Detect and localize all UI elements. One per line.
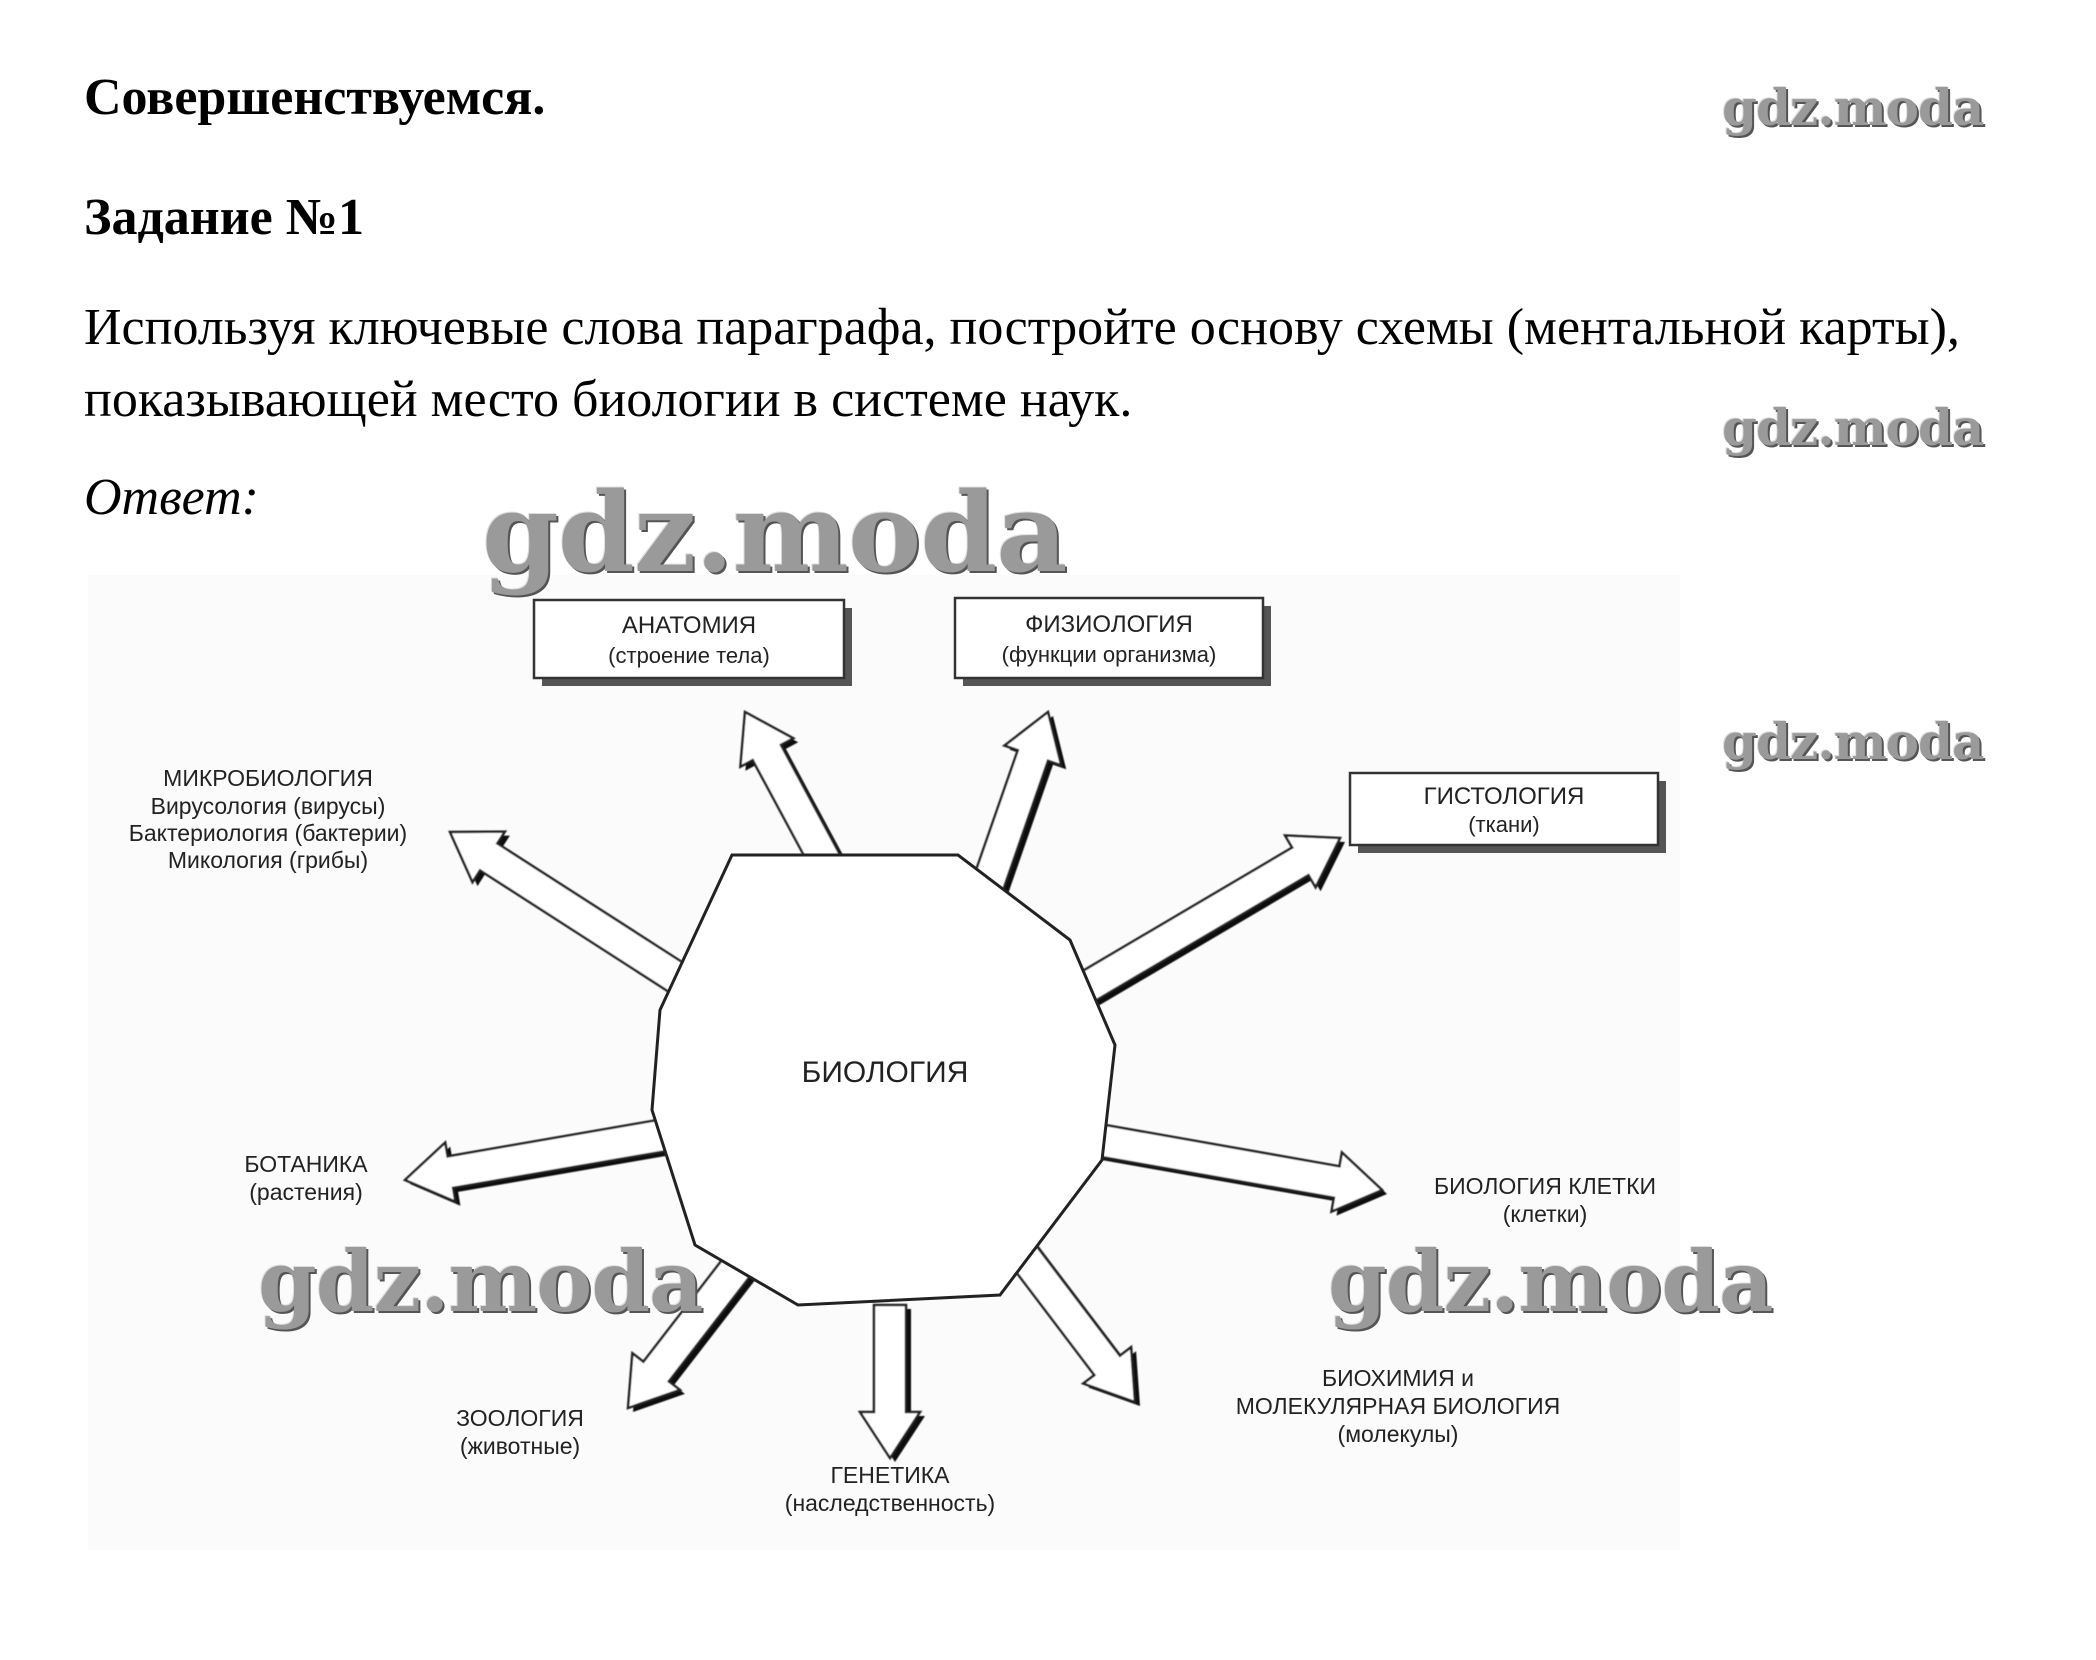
center-label: БИОЛОГИЯ (801, 1056, 969, 1089)
box-physiology (955, 598, 1271, 686)
branch-subtitle-cell: (клетки) (1502, 1201, 1588, 1227)
branch-title-biochem: БИОХИМИЯ и (1322, 1365, 1474, 1391)
watermark: gdz.moda (258, 1232, 703, 1331)
watermark: gdz.moda (1722, 398, 1984, 457)
branch-line-bacteriology: Бактериология (бактерии) (128, 820, 408, 846)
branch-subtitle-histology: (ткани) (1468, 812, 1540, 837)
watermark: gdz.moda (1722, 78, 1984, 137)
branch-subtitle-anatomy: (строение тела) (608, 643, 770, 668)
branch-line-mycology: Микология (грибы) (167, 847, 369, 873)
branch-subtitle-botany: (растения) (249, 1179, 363, 1205)
box-anatomy (534, 600, 852, 686)
branch-title-microbiology: МИКРОБИОЛОГИЯ (163, 765, 373, 791)
branch-line-virology: Вирусология (вирусы) (150, 793, 386, 819)
branch-title-physiology: ФИЗИОЛОГИЯ (1025, 611, 1193, 638)
branch-subtitle-genetics: (наследственность) (784, 1490, 996, 1516)
answer-label: Ответ: (84, 469, 259, 526)
branch-title-botany: БОТАНИКА (244, 1151, 368, 1177)
watermark: gdz.moda (482, 468, 1067, 597)
branch-title-genetics: ГЕНЕТИКА (830, 1462, 950, 1488)
task-title: Задание №1 (84, 189, 365, 246)
box-histology (1350, 773, 1666, 853)
task-text: Используя ключевые слова параграфа, постройте основу схемы (ментальной карты), показывающей место биологии в системе наук. (84, 299, 1960, 428)
watermark: gdz.moda (1328, 1232, 1773, 1331)
watermark: gdz.moda (1722, 712, 1984, 771)
branch-title-zoology: ЗООЛОГИЯ (456, 1405, 584, 1431)
branch-title-anatomy: АНАТОМИЯ (621, 612, 757, 639)
branch-title-histology: ГИСТОЛОГИЯ (1423, 783, 1585, 810)
branch-subtitle-physiology: (функции организма) (1001, 642, 1217, 667)
branch-title-cell: БИОЛОГИЯ КЛЕТКИ (1433, 1173, 1657, 1199)
branch-subtitle-zoology: (животные) (459, 1433, 581, 1459)
section-title: Совершенствуемся. (84, 69, 546, 126)
branch-title2-biochem: МОЛЕКУЛЯРНАЯ БИОЛОГИЯ (1235, 1393, 1561, 1419)
branch-subtitle-biochem: (молекулы) (1337, 1421, 1459, 1447)
